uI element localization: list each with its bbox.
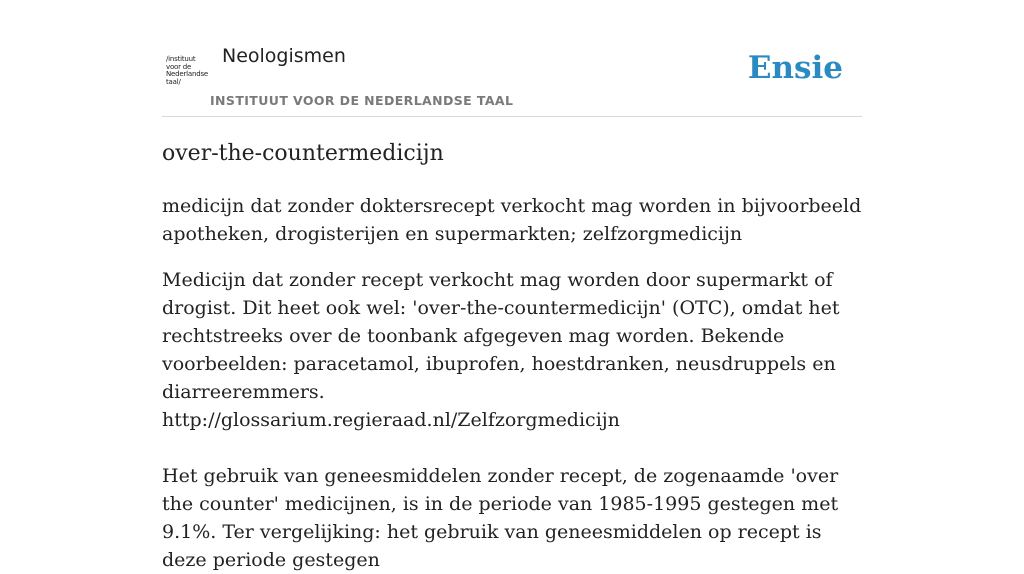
entry-definition: medicijn dat zonder doktersrecept verkocht mag worden in bijvoorbeeld apotheken, drogisterijen en supermarkten; zelfzorgmedicijn	[162, 195, 862, 245]
site-subtitle: INSTITUUT VOOR DE NEDERLANDSE TAAL	[210, 93, 514, 108]
ensie-logo[interactable]: Ensie	[747, 50, 843, 86]
entry-example	[162, 266, 867, 574]
site-header	[162, 0, 862, 117]
example-text: Het gebruik van geneesmiddelen zonder recept, de zogenaamde 'over the counter' medicijnen, is in de periode van 1985-1995 gestegen met 9.1%. Ter vergelijking: het gebruik van geneesmiddelen op recept is deze periode gestegen	[162, 465, 839, 571]
logo-line: voor de	[166, 62, 192, 71]
ivdnt-logo[interactable]	[166, 56, 208, 90]
site-title[interactable]: Neologismen	[222, 45, 346, 67]
example-text: Medicijn dat zonder recept verkocht mag worden door supermarkt of drogist. Dit heet ook wel: 'over-the-countermedicijn' (OTC), omdat het rechtstreeks over de toonbank afgegeven mag worden. Bekende voorbeelden: paracetamol, ibuprofen, hoestdranken, neusdruppels en diarreeremmers.	[162, 269, 840, 403]
logo-line: /instituut	[166, 55, 196, 63]
logo-line: taal/	[166, 77, 181, 86]
entry-content	[162, 138, 867, 574]
logo-line: Nederlandse	[166, 70, 209, 79]
spacer	[162, 434, 867, 462]
example-source-link[interactable]: http://glossarium.regieraad.nl/Zelfzorgmedicijn	[162, 409, 620, 431]
entry-term: over-the-countermedicijn	[162, 141, 444, 166]
